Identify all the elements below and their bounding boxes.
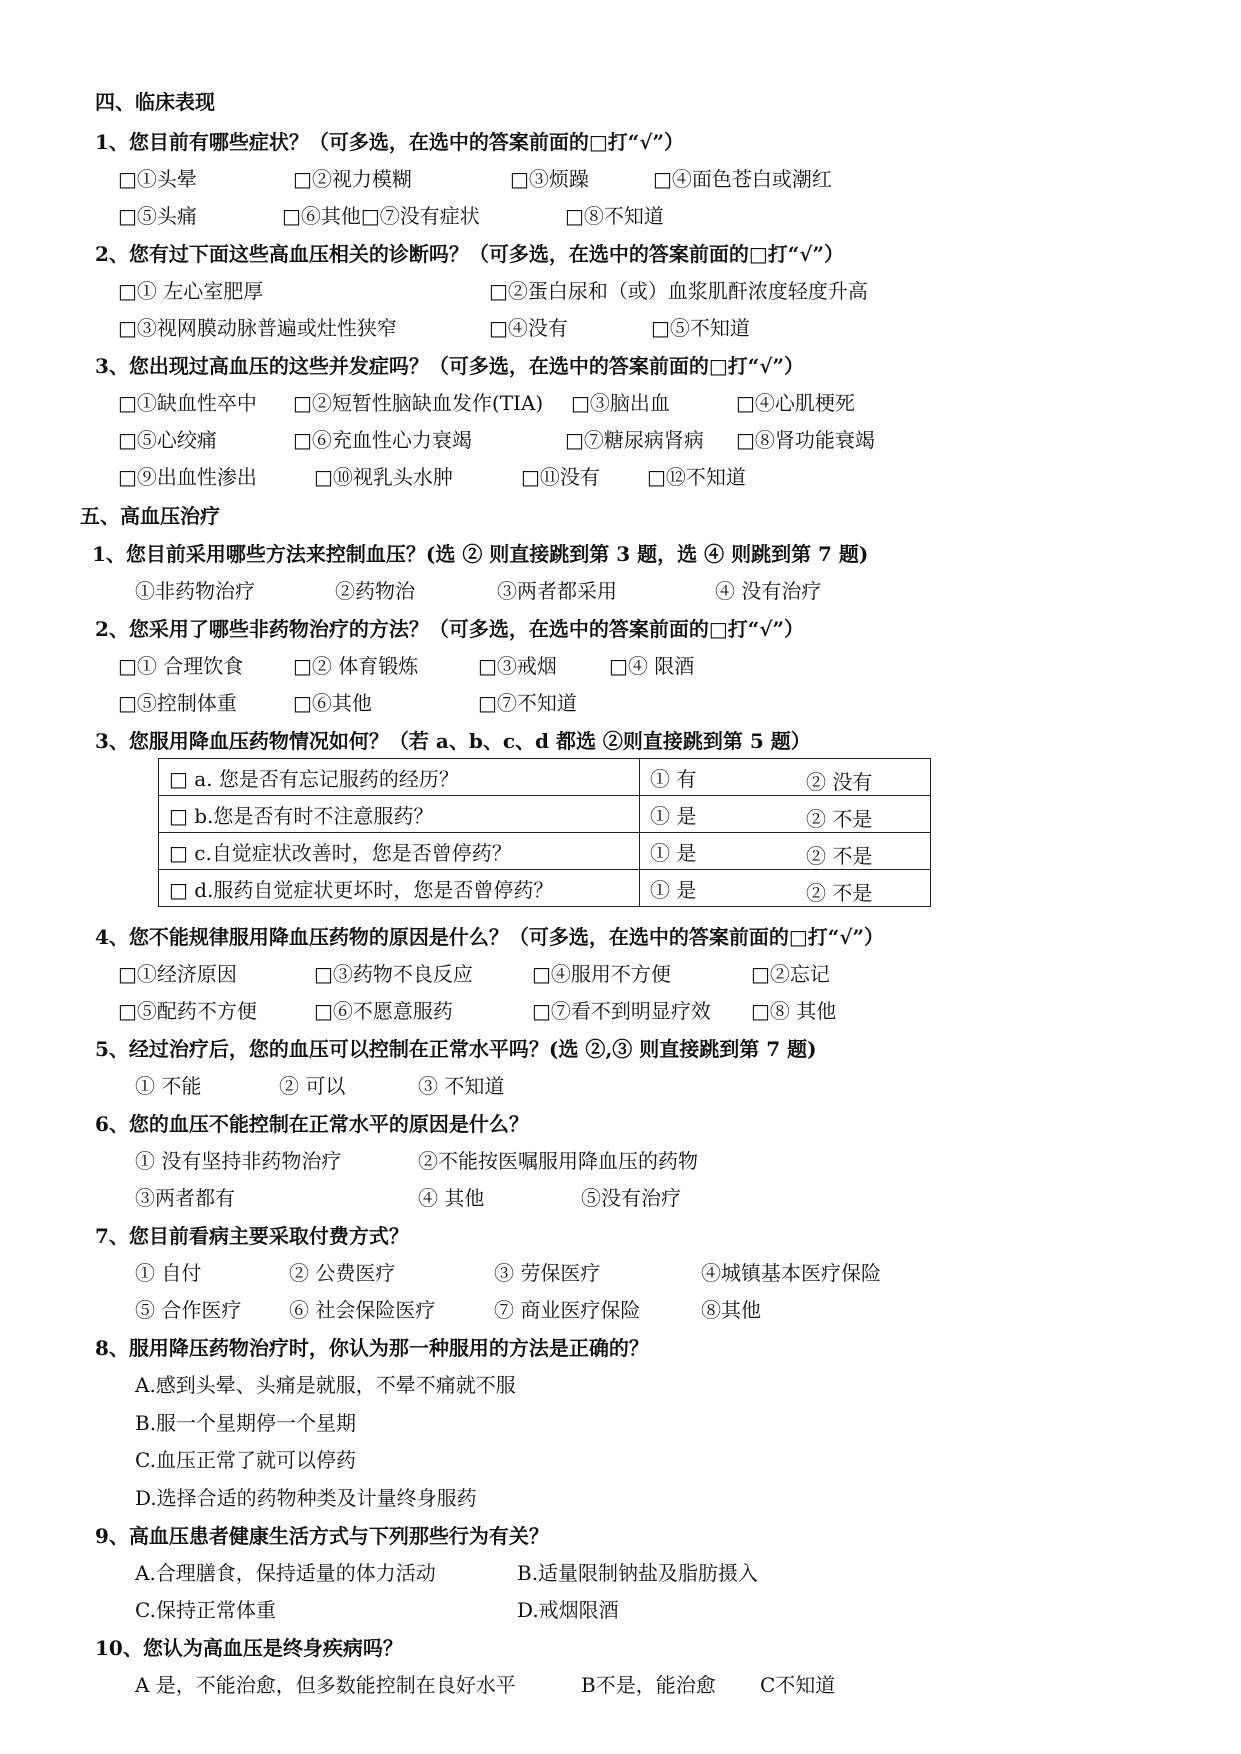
s5-q8-text: 8、服用降压药物治疗时，你认为那一种服用的方法是正确的？ bbox=[95, 1336, 649, 1360]
s5-q5-option[interactable]: ② 可以 bbox=[279, 1074, 346, 1098]
s5-q9-option[interactable]: D.戒烟限酒 bbox=[517, 1598, 619, 1622]
s5-q4-option[interactable]: □⑧ 其他 bbox=[751, 999, 837, 1023]
s5-q2-option[interactable]: □⑦不知道 bbox=[478, 691, 577, 715]
s5-q8-option[interactable]: A.感到头晕、头痛是就服，不晕不痛就不服 bbox=[135, 1373, 516, 1397]
s5-q4-option[interactable]: □⑥不愿意服药 bbox=[314, 999, 453, 1023]
table-question[interactable]: □ d.服药自觉症状更坏时，您是否曾停药？ bbox=[159, 870, 640, 907]
s5-q10-option[interactable]: B不是，能治愈 bbox=[581, 1673, 716, 1697]
s5-q2-option[interactable]: □③戒烟 bbox=[478, 654, 557, 678]
answer-option[interactable]: ② 不是 bbox=[806, 844, 873, 868]
s5-q4-option[interactable]: □①经济原因 bbox=[118, 962, 237, 986]
s5-q3-text: 3、您服用降血压药物情况如何？（若 a、b、c、d 都选 ②则直接跳到第 5 题） bbox=[95, 729, 811, 753]
s5-q4-text: 4、您不能规律服用降血压药物的原因是什么？（可多选，在选中的答案前面的□打“√”） bbox=[95, 925, 884, 949]
table-row bbox=[159, 870, 931, 907]
medication-table bbox=[158, 758, 931, 907]
s5-q6-option[interactable]: ②不能按医嘱服用降血压的药物 bbox=[418, 1149, 698, 1173]
s4-q3-option[interactable]: □⑪没有 bbox=[521, 465, 600, 489]
table-question[interactable]: □ c.自觉症状改善时，您是否曾停药？ bbox=[159, 833, 640, 870]
s5-q2-option[interactable]: □② 体育锻炼 bbox=[293, 654, 419, 678]
section-5-title: 五、高血压治疗 bbox=[80, 504, 220, 528]
s4-q3-option[interactable]: □⑧肾功能衰竭 bbox=[736, 428, 875, 452]
s5-q6-option[interactable]: ④ 其他 bbox=[418, 1186, 485, 1210]
s4-q3-text: 3、您出现过高血压的这些并发症吗？（可多选，在选中的答案前面的□打“√”） bbox=[95, 354, 804, 378]
answer-option[interactable]: ② 不是 bbox=[806, 807, 873, 831]
s5-q7-text: 7、您目前看病主要采取付费方式？ bbox=[95, 1224, 409, 1248]
s5-q8-option[interactable]: B.服一个星期停一个星期 bbox=[135, 1411, 357, 1435]
s5-q6-option[interactable]: ③两者都有 bbox=[135, 1186, 235, 1210]
answer-option[interactable]: ① 有 bbox=[650, 766, 697, 791]
answer-option[interactable]: ① 是 bbox=[650, 803, 697, 828]
table-answers bbox=[640, 870, 931, 907]
s5-q4-option[interactable]: □⑤配药不方便 bbox=[118, 999, 257, 1023]
s4-q3-option[interactable]: □⑤心绞痛 bbox=[118, 428, 217, 452]
s5-q9-option[interactable]: C.保持正常体重 bbox=[135, 1598, 276, 1622]
s5-q7-option[interactable]: ④城镇基本医疗保险 bbox=[701, 1261, 881, 1285]
s5-q10-text: 10、您认为高血压是终身疾病吗？ bbox=[95, 1636, 403, 1660]
s5-q1-option[interactable]: ③两者都采用 bbox=[497, 579, 617, 603]
answer-option[interactable]: ① 是 bbox=[650, 840, 697, 865]
s4-q1-option[interactable]: □⑧不知道 bbox=[565, 204, 664, 228]
s4-q1-option[interactable]: □②视力模糊 bbox=[293, 167, 412, 191]
s4-q1-option[interactable]: □①头晕 bbox=[118, 167, 197, 191]
s5-q5-text: 5、经过治疗后，您的血压可以控制在正常水平吗？(选 ②,③ 则直接跳到第 7 题) bbox=[95, 1037, 817, 1061]
s5-q8-option[interactable]: D.选择合适的药物种类及计量终身服药 bbox=[135, 1486, 477, 1510]
s4-q1-option[interactable]: □③烦躁 bbox=[510, 167, 589, 191]
s4-q2-option[interactable]: □②蛋白尿和（或）血浆肌酐浓度轻度升高 bbox=[489, 279, 868, 303]
table-row bbox=[159, 796, 931, 833]
s4-q3-option[interactable]: □⑫不知道 bbox=[647, 465, 746, 489]
s4-q3-option[interactable]: □④心肌梗死 bbox=[736, 391, 855, 415]
s5-q1-option[interactable]: ②药物治 bbox=[335, 579, 415, 603]
s5-q2-option[interactable]: □⑥其他 bbox=[293, 691, 372, 715]
section-4-title: 四、临床表现 bbox=[95, 90, 215, 114]
s4-q3-option[interactable]: □①缺血性卒中 bbox=[118, 391, 257, 415]
s4-q1-text: 1、您目前有哪些症状？（可多选，在选中的答案前面的□打“√”） bbox=[95, 130, 684, 154]
s4-q3-option[interactable]: □②短暂性脑缺血发作(TIA) bbox=[293, 391, 544, 415]
s5-q2-text: 2、您采用了哪些非药物治疗的方法？（可多选，在选中的答案前面的□打“√”） bbox=[95, 617, 804, 641]
s5-q7-option[interactable]: ② 公费医疗 bbox=[289, 1261, 396, 1285]
s5-q9-option[interactable]: A.合理膳食，保持适量的体力活动 bbox=[135, 1561, 436, 1585]
s5-q5-option[interactable]: ③ 不知道 bbox=[418, 1074, 505, 1098]
s5-q7-option[interactable]: ⑥ 社会保险医疗 bbox=[289, 1298, 436, 1322]
s4-q1-option[interactable]: □⑤头痛 bbox=[118, 204, 197, 228]
s4-q2-option[interactable]: □③视网膜动脉普遍或灶性狭窄 bbox=[118, 316, 397, 340]
s5-q7-option[interactable]: ③ 劳保医疗 bbox=[494, 1261, 601, 1285]
s4-q1-option[interactable]: □④面色苍白或潮红 bbox=[653, 167, 832, 191]
s5-q7-option[interactable]: ⑦ 商业医疗保险 bbox=[494, 1298, 641, 1322]
s5-q10-option[interactable]: C不知道 bbox=[760, 1673, 836, 1697]
s5-q4-option[interactable]: □②忘记 bbox=[751, 962, 830, 986]
s5-q6-option[interactable]: ⑤没有治疗 bbox=[581, 1186, 681, 1210]
s5-q7-option[interactable]: ① 自付 bbox=[135, 1261, 202, 1285]
table-row bbox=[159, 833, 931, 870]
s5-q2-option[interactable]: □⑤控制体重 bbox=[118, 691, 237, 715]
table-answers bbox=[640, 833, 931, 870]
table-question[interactable]: □ b.您是否有时不注意服药？ bbox=[159, 796, 640, 833]
table-answers bbox=[640, 759, 931, 796]
s4-q2-option[interactable]: □④没有 bbox=[489, 316, 568, 340]
s5-q10-option[interactable]: A 是，不能治愈，但多数能控制在良好水平 bbox=[135, 1673, 516, 1697]
s5-q8-option[interactable]: C.血压正常了就可以停药 bbox=[135, 1448, 356, 1472]
s4-q1-option[interactable]: □⑥其他□⑦没有症状 bbox=[282, 204, 480, 228]
s4-q3-option[interactable]: □⑨出血性渗出 bbox=[118, 465, 257, 489]
s5-q5-option[interactable]: ① 不能 bbox=[135, 1074, 202, 1098]
answer-option[interactable]: ① 是 bbox=[650, 877, 697, 902]
s5-q4-option[interactable]: □④服用不方便 bbox=[532, 962, 671, 986]
answer-option[interactable]: ② 不是 bbox=[806, 881, 873, 905]
s5-q2-option[interactable]: □④ 限酒 bbox=[609, 654, 695, 678]
s5-q6-option[interactable]: ① 没有坚持非药物治疗 bbox=[135, 1149, 342, 1173]
s5-q1-option[interactable]: ①非药物治疗 bbox=[135, 579, 255, 603]
table-answers bbox=[640, 796, 931, 833]
s5-q7-option[interactable]: ⑧其他 bbox=[701, 1298, 761, 1322]
s4-q3-option[interactable]: □⑦糖尿病肾病 bbox=[565, 428, 704, 452]
answer-option[interactable]: ② 没有 bbox=[806, 770, 873, 794]
table-question[interactable]: □ a. 您是否有忘记服药的经历？ bbox=[159, 759, 640, 796]
s5-q7-option[interactable]: ⑤ 合作医疗 bbox=[135, 1298, 242, 1322]
s4-q2-text: 2、您有过下面这些高血压相关的诊断吗？（可多选，在选中的答案前面的□打“√”） bbox=[95, 242, 844, 266]
s5-q2-option[interactable]: □① 合理饮食 bbox=[118, 654, 244, 678]
s5-q1-text: 1、您目前采用哪些方法来控制血压？(选 ② 则直接跳到第 3 题，选 ④ 则跳到第 7 题) bbox=[92, 542, 869, 566]
s5-q4-option[interactable]: □③药物不良反应 bbox=[314, 962, 473, 986]
s5-q9-option[interactable]: B.适量限制钠盐及脂肪摄入 bbox=[517, 1561, 759, 1585]
s5-q9-text: 9、高血压患者健康生活方式与下列那些行为有关？ bbox=[95, 1524, 549, 1548]
s5-q6-text: 6、您的血压不能控制在正常水平的原因是什么？ bbox=[95, 1112, 529, 1136]
s4-q2-option[interactable]: □① 左心室肥厚 bbox=[118, 279, 264, 303]
s5-q1-option[interactable]: ④ 没有治疗 bbox=[715, 579, 822, 603]
s4-q3-option[interactable]: □⑥充血性心力衰竭 bbox=[293, 428, 472, 452]
table-row bbox=[159, 759, 931, 796]
s4-q2-option[interactable]: □⑤不知道 bbox=[651, 316, 750, 340]
s4-q3-option[interactable]: □⑩视乳头水肿 bbox=[314, 465, 453, 489]
s4-q3-option[interactable]: □③脑出血 bbox=[571, 391, 670, 415]
s5-q4-option[interactable]: □⑦看不到明显疗效 bbox=[532, 999, 711, 1023]
